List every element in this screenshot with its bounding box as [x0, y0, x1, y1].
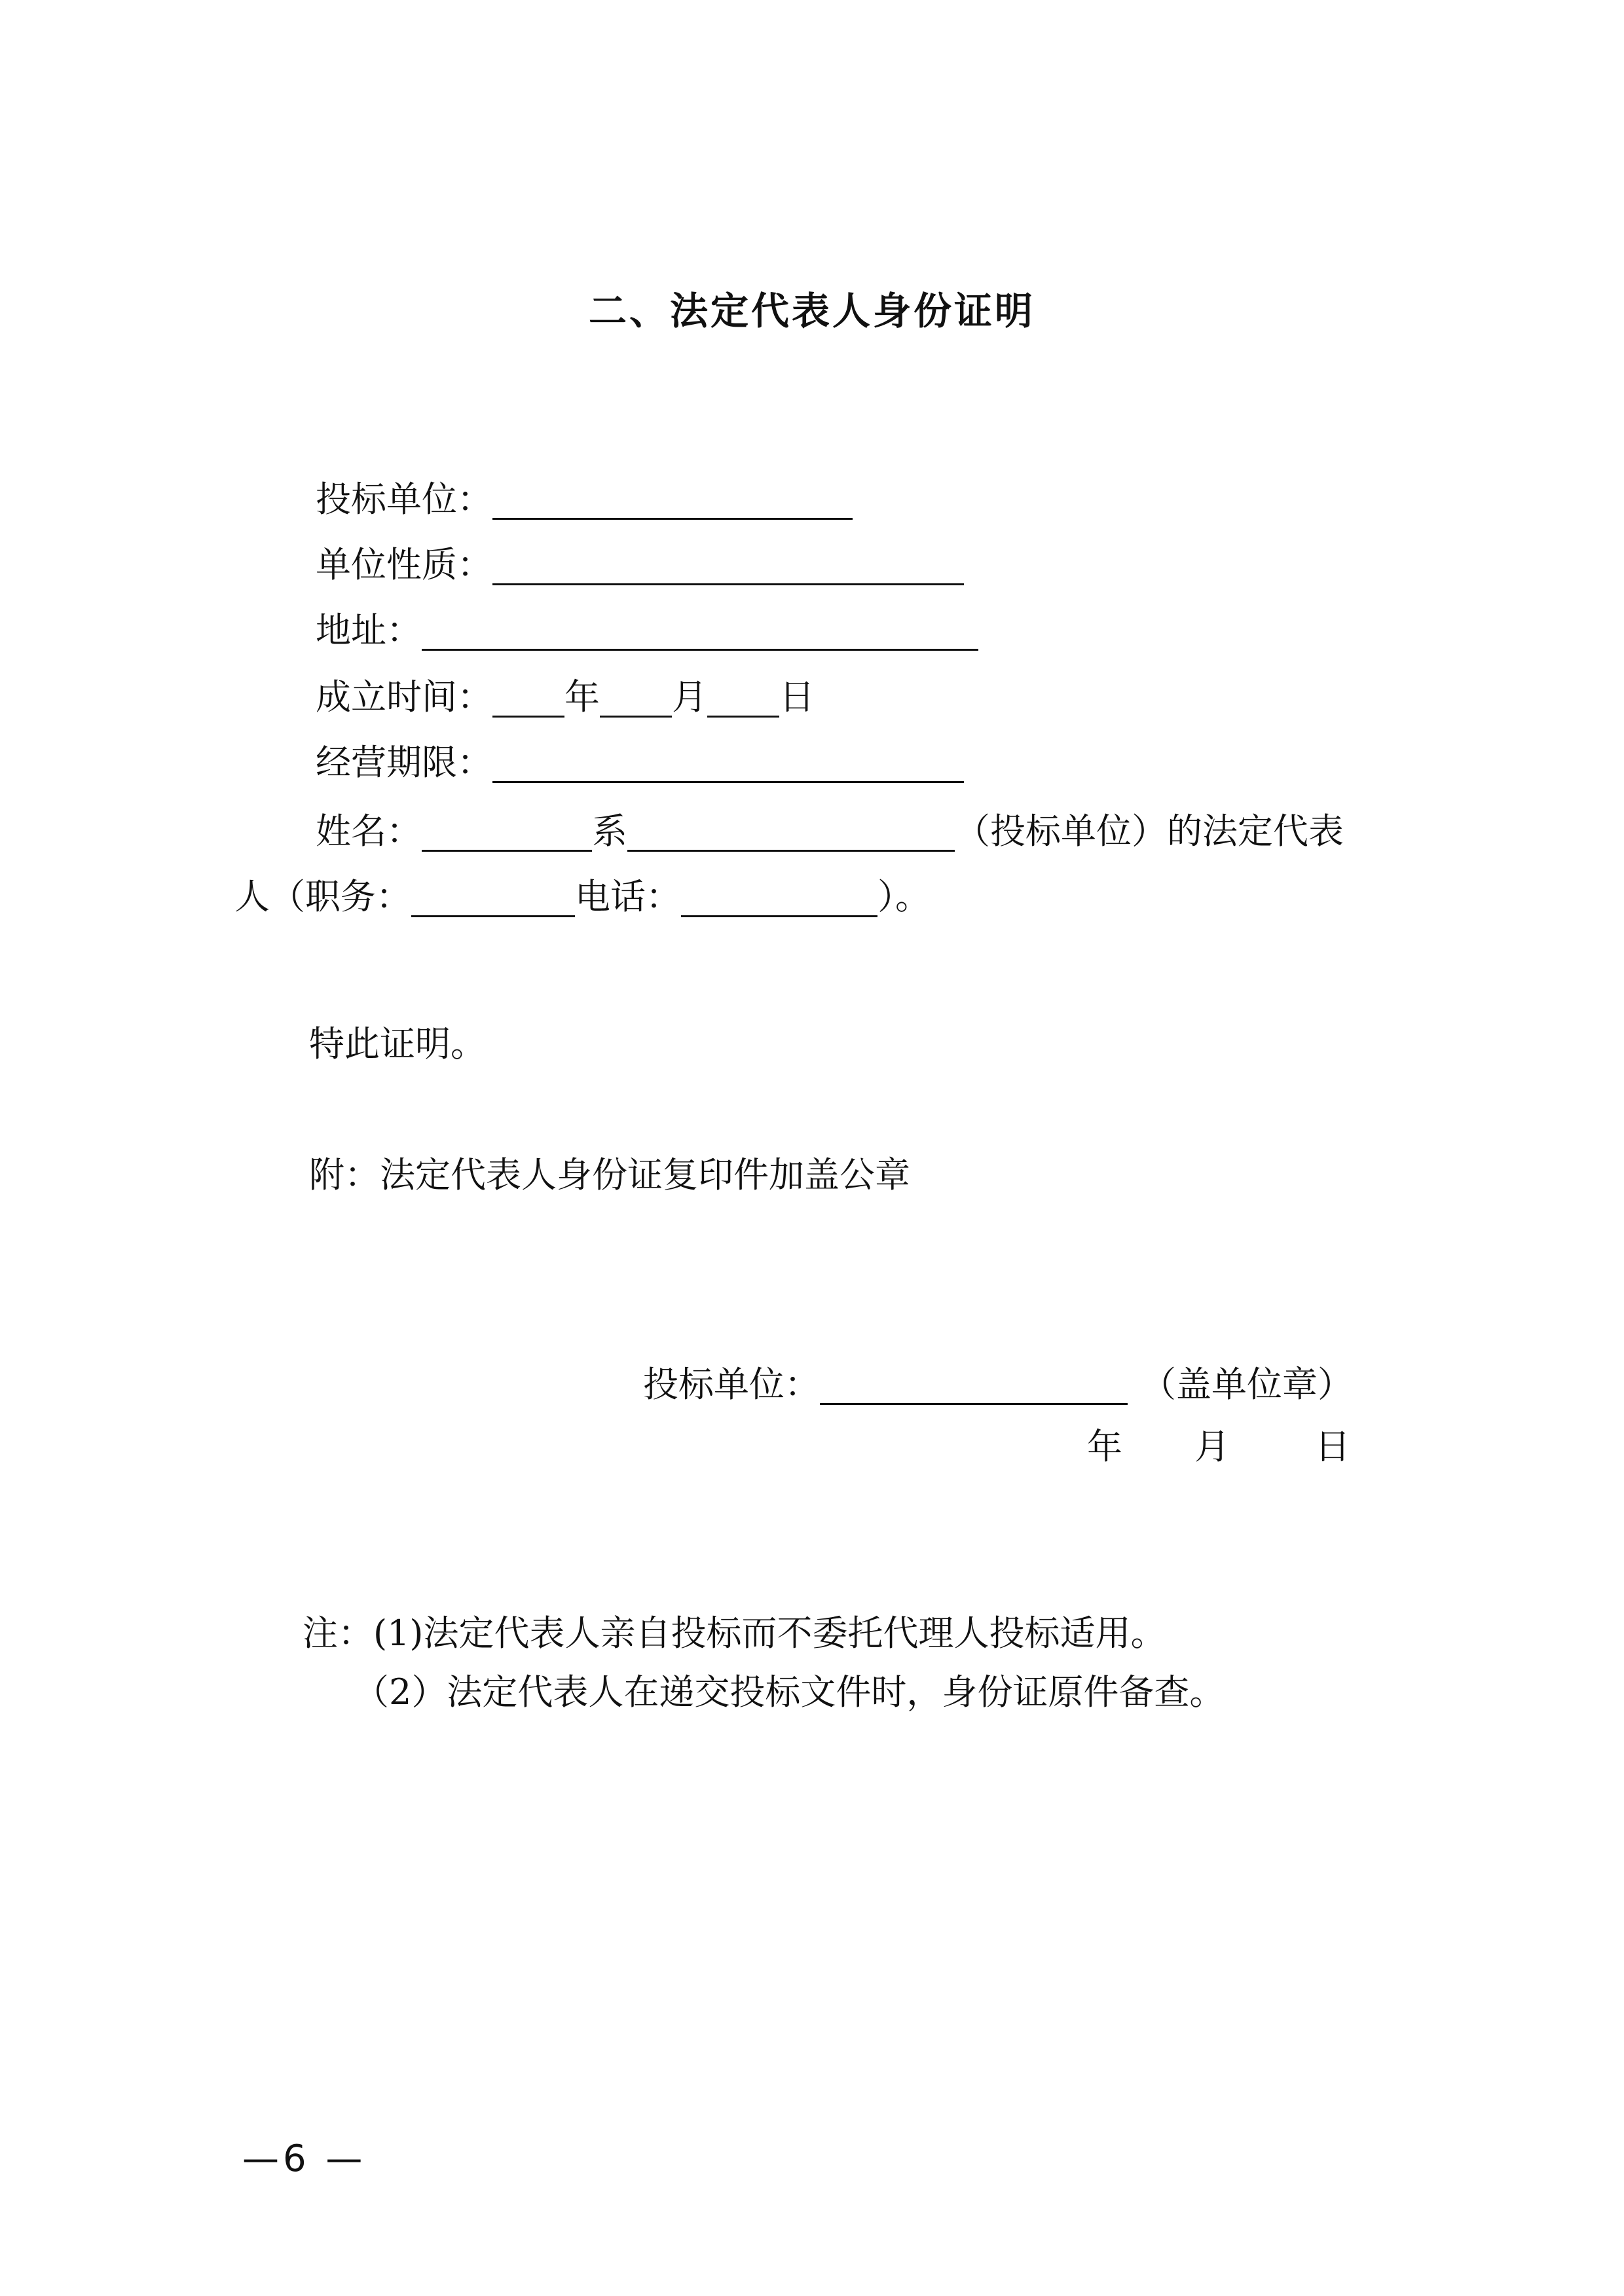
address-label: 地址： — [316, 610, 422, 651]
company-blank[interactable] — [627, 811, 955, 852]
established-month-label: 月 — [672, 676, 707, 718]
attachment-row — [309, 1152, 910, 1198]
term-field-row — [316, 740, 964, 786]
statement-suffix: （投标单位）的法定代表 — [955, 811, 1344, 852]
established-month-blank[interactable] — [600, 676, 672, 718]
established-day-label: 日 — [779, 676, 815, 718]
nature-blank[interactable] — [492, 544, 964, 585]
name-label: 姓名： — [316, 811, 422, 852]
note-1: 注：(1)法定代表人亲自投标而不委托代理人投标适用。 — [303, 1613, 1166, 1654]
attachment-text: 附：法定代表人身份证复印件加盖公章 — [309, 1154, 910, 1195]
signature-year: 年 — [1087, 1426, 1122, 1467]
established-field-row — [316, 674, 815, 720]
position-prefix: 人（职务： — [234, 876, 411, 917]
signature-bidder-row — [643, 1362, 1353, 1408]
certify-row — [309, 1021, 486, 1067]
note-2-row — [354, 1669, 1225, 1715]
nature-label: 单位性质： — [316, 544, 492, 585]
bidder-label: 投标单位： — [316, 479, 492, 520]
bidder-field-row — [316, 477, 853, 522]
statement-line2-suffix: ）。 — [877, 876, 931, 917]
nature-field-row — [316, 542, 964, 588]
established-day-blank[interactable] — [707, 676, 779, 718]
position-blank[interactable] — [411, 876, 575, 917]
address-field-row — [316, 608, 978, 653]
established-label: 成立时间： — [316, 676, 492, 718]
phone-label: 电话： — [575, 876, 681, 917]
signature-bidder-blank[interactable] — [820, 1364, 1128, 1405]
established-year-label: 年 — [564, 676, 600, 718]
signature-date-row — [1087, 1424, 1350, 1470]
name-blank[interactable] — [422, 811, 592, 852]
page-number: —6 — — [242, 2138, 367, 2180]
seal-note: （盖单位章） — [1141, 1364, 1353, 1405]
bidder-blank[interactable] — [492, 479, 853, 520]
established-year-blank[interactable] — [492, 676, 564, 718]
term-label: 经营期限： — [316, 742, 492, 783]
note-1-row — [303, 1611, 1166, 1656]
document-title: 二、法定代表人身份证明 — [588, 289, 1035, 333]
signature-bidder-label: 投标单位： — [643, 1364, 820, 1405]
certify-text: 特此证明。 — [309, 1023, 486, 1065]
signature-month: 月 — [1194, 1426, 1230, 1467]
note-2: （2）法定代表人在递交投标文件时，身份证原件备查。 — [354, 1671, 1225, 1713]
is-word: 系 — [592, 811, 627, 852]
statement-line-2 — [234, 874, 931, 920]
phone-blank[interactable] — [681, 876, 877, 917]
signature-day: 日 — [1315, 1426, 1350, 1467]
statement-line-1 — [316, 809, 1344, 854]
address-blank[interactable] — [422, 610, 978, 651]
term-blank[interactable] — [492, 742, 964, 783]
